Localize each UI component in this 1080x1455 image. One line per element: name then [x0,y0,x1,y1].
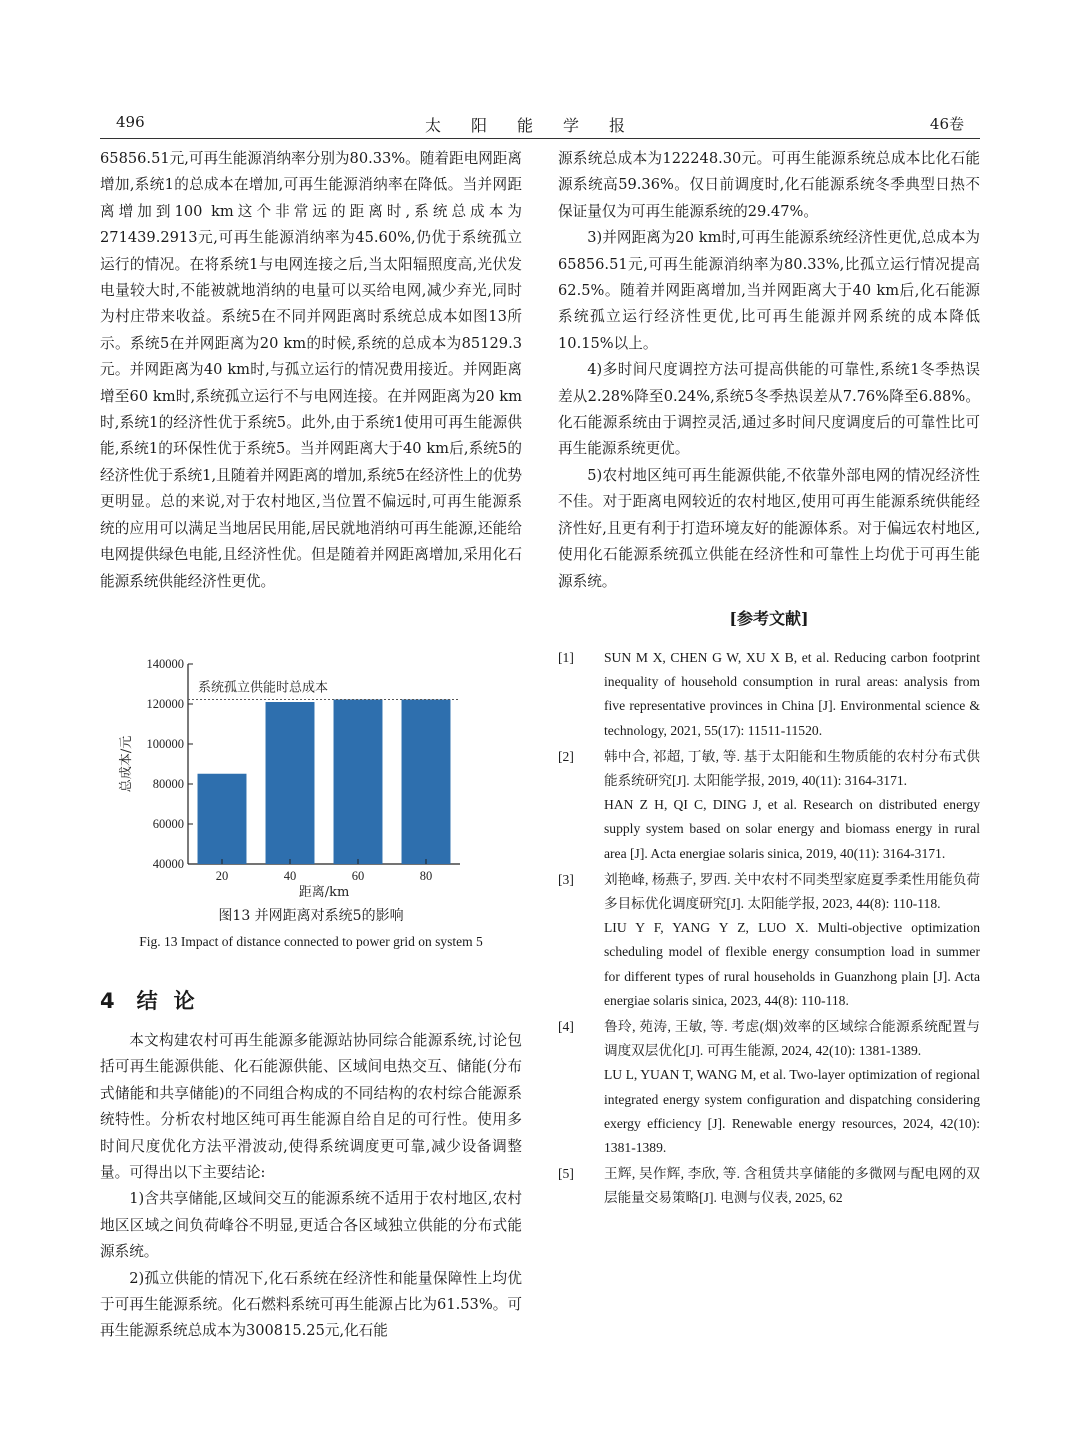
section-title-text: 结论 [136,989,211,1013]
bar [402,700,451,864]
volume-label: 46卷 [929,115,964,133]
conclusion-point-2: 2)孤立供能的情况下,化石系统在经济性和能量保障性上均优于可再生能源系统。化石燃料系统可再生能源占比为61.53%。可再生能源系统总成本为300815.25元,化石能 [100,1269,522,1340]
y-tick-label: 100000 [146,737,184,751]
bar-chart [100,652,522,902]
conclusion-block [100,1028,522,1345]
conclusion-point-4: 4)多时间尺度调控方法可提高供能的可靠性,系统1冬季热误差从2.28%降至0.24%,系统5冬季热误差从7.76%降至6.88%。化石能源系统由于调控灵活,通过多时间尺度调度后的可靠性比可再生能源系统更优。 [558,361,980,458]
reference-number: [3] [558,871,574,887]
reference-number: [4] [558,1019,574,1035]
reference-text: 王辉, 吴作辉, 李欣, 等. 含租赁共享储能的多微网与配电网的双层能量交易策略[J]. 电测与仪表, 2025, 62 [604,1166,980,1206]
reference-text: 韩中合, 祁超, 丁敏, 等. 基于太阳能和生物质能的农村分布式供能系统研究[J]. 太阳能学报, 2019, 40(11): 3164-3171. [604,748,980,789]
reference-text: SUN M X, CHEN G W, XU X B, et al. Reducing carbon footprint inequality of household consumption in rural areas: analysis from five representative provinces in China [J]. Environmental science & technology, 2021, 55(17): 11511-11520. [604,650,980,738]
right-column [558,146,980,595]
y-tick-label: 40000 [152,857,184,871]
header-divider [100,138,980,139]
reference-number: [2] [558,748,574,764]
page-number: 496 [116,113,145,131]
x-tick-label: 40 [283,869,297,883]
y-tick-label: 140000 [146,657,184,671]
references-list [558,646,980,1213]
conclusion-point-5: 5)农村地区纯可再生能源供能,不依靠外部电网的情况经济性不佳。对于距离电网较近的农村地区,使用可再生能源系统供能经济性好,且更有利于打造环境友好的能源体系。对于偏远农村地区,使用化石能源系统孤立供能在经济性和可靠性上均优于可再生能源系统。 [558,466,980,590]
conclusion-intro: 本文构建农村可再生能源多能源站协同综合能源系统,讨论包括可再生能源供能、化石能源供能、区域间电热交互、储能(分布式储能和共享储能)的不同组合构成的不同结构的农村综合能源系统特性。分析农村地区纯可再生能源自给自足的可行性。使用多时间尺度优化方法平滑波动,使得系统调度更可靠,减少设备调整量。可得出以下主要结论: [100,1032,522,1182]
x-axis-label: 距离/km [298,885,350,900]
y-tick-label: 60000 [152,817,184,831]
reference-line-label: 系统孤立供能时总成本 [198,680,329,696]
reference-text: 鲁玲, 苑涛, 王敏, 等. 考虑(烟)效率的区域综合能源系统配置与调度双层优化[J]. 可再生能源, 2024, 42(10): 1381-1389. [604,1019,980,1059]
bar [266,702,315,864]
section-number: 4 [100,989,115,1013]
reference-text: 刘艳峰, 杨燕子, 罗西. 关中农村不同类型家庭夏季柔性用能负荷多目标优化调度研究[J]. 太阳能学报, 2023, 44(8): 110-118. [604,871,980,912]
body-paragraph: 65856.51元,可再生能源消纳率分别为80.33%。随着距电网距离增加,系统1的总成本在增加,可再生能源消纳率在降低。当并网距离增加到100 km这个非常远的距离时,系统总成本为271439.2913元,可再生能源消纳率为45.60%,仍优于系统孤立运行的情况。在将系统1与电网连接之后,当太阳辐照度高,光伏发电量较大时,不能被就地消纳的电量可以买给电网,减少弃光,同时为村庄带来收益。系统5在不同并网距离时系统总成本如图13所示。系统5在并网距离为20 km的时候,系统的总成本为85129.3元。并网距离为40 km时,与孤立运行的情况费用接近。并网距离增至60 km时,系统孤立运行不与电网连接。在并网距离为20 km时,系统1的经济性优于系统5。此外,由于系统1使用可再生能源供能,系统1的环保性优于系统5。当并网距离大于40 km后,系统5的经济性优于系统1,且随着并网距离的增加,系统5在经济性上的优势更明显。总的来说,对于农村地区,当位置不偏远时,可再生能源系统的应用可以满足当地居民用能,居民就地消纳可再生能源,还能给电网提供绿色电能,且经济性优。但是随着并网距离增加,采用化石能源系统供能经济性更优。 [100,150,522,590]
y-tick-label: 80000 [152,777,184,791]
reference-item [558,646,980,743]
conclusion-point-2-cont: 源系统总成本为122248.30元。可再生能源系统总成本比化石能源系统高59.36%。仅日前调度时,化石能源系统冬季典型日热不保证量仅为可再生能源系统的29.47%。 [558,150,980,220]
reference-item [558,868,980,1013]
reference-item [558,1162,980,1210]
bar [198,774,247,864]
bar [334,700,383,864]
figure-caption-cn: 图13 并网距离对系统5的影响 [218,908,404,924]
left-column [100,146,522,595]
reference-text: LIU Y F, YANG Y Z, LUO X. Multi-objective optimization scheduling model of flexible energy consumption load in summer for different types of rural households in Guanzhong plain [J]. Acta energiae solaris sinica, 2023, 44(8): 110-118. [604,920,980,1008]
x-tick-label: 20 [215,869,229,883]
figure-13-chart [100,652,522,902]
references-heading: [参考文献] [729,609,809,628]
y-tick-label: 120000 [146,697,184,711]
conclusion-point-1: 1)含共享储能,区域间交互的能源系统不适用于农村地区,农村地区区域之间负荷峰谷不明显,更适合各区域独立供能的分布式能源系统。 [100,1190,522,1261]
reference-item [558,745,980,866]
reference-number: [5] [558,1166,574,1182]
reference-number: [1] [558,650,574,665]
conclusion-point-3: 3)并网距离为20 km时,可再生能源系统经济性更优,总成本为65856.51元,可再生能源消纳率为80.33%,比孤立运行情况提高62.5%。随着并网距离增加,当并网距离大于40 km后,化石能源系统孤立运行经济性更优,比可再生能源并网系统的成本降低10.15%以上。 [558,229,980,352]
section-title [100,985,211,1015]
reference-text: LU L, YUAN T, WANG M, et al. Two-layer optimization of regional integrated energy system configuration and dispatching considering exergy efficiency [J]. Renewable energy resources, 2024, 42(10): 1381-1389. [604,1067,980,1156]
y-axis-label: 总成本/元 [119,735,134,793]
reference-item [558,1015,980,1160]
figure-caption-en: Fig. 13 Impact of distance connected to power grid on system 5 [139,934,483,949]
x-tick-label: 60 [351,869,365,883]
reference-text: HAN Z H, QI C, DING J, et al. Research on distributed energy supply system based on solar energy and biomass energy in rural area [J]. Acta energiae solaris sinica, 2019, 40(11): 3164-3171. [604,797,980,861]
journal-title: 太阳能学报 [424,116,655,135]
page-header [100,113,980,137]
x-tick-label: 80 [419,869,433,883]
